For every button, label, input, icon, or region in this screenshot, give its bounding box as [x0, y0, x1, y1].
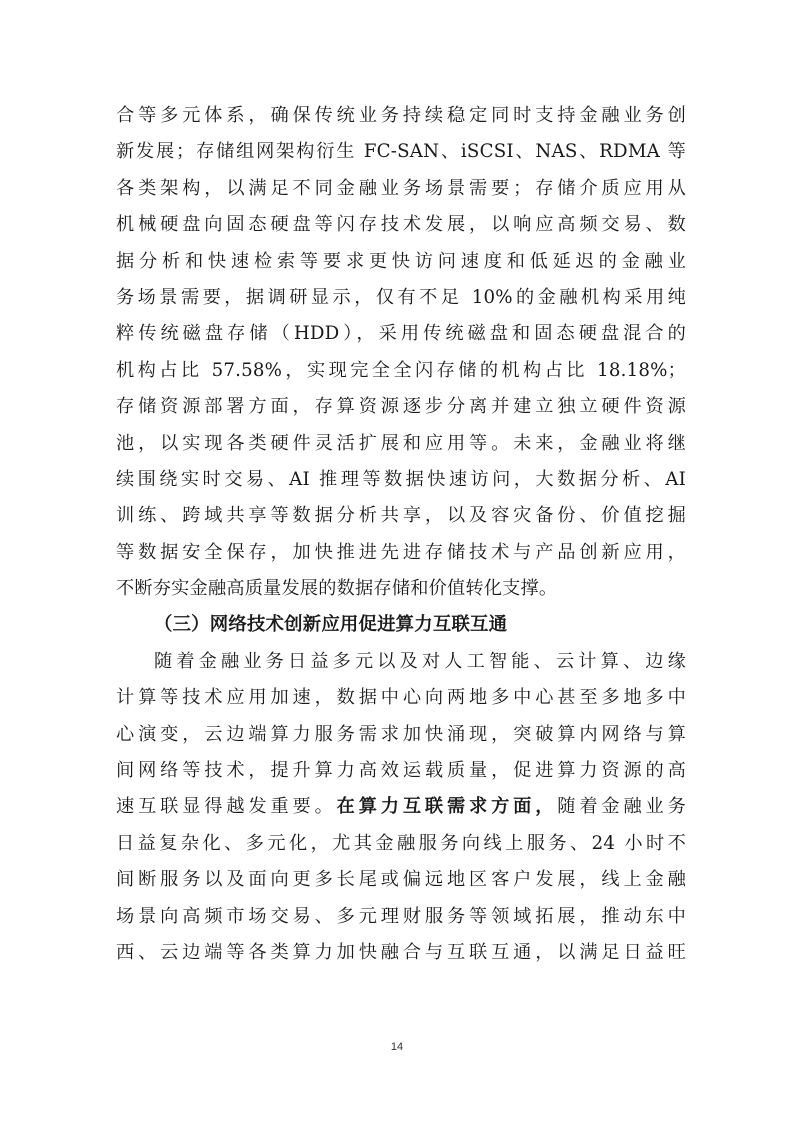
page-number: 14 [390, 1041, 404, 1053]
text-span: 速互联显得越发重要。 [116, 796, 337, 818]
text-line: 粹传统磁盘存储（HDD），采用传统磁盘和固态硬盘混合的 [116, 323, 686, 345]
text-line: 间断服务以及面向更多长尾或偏远地区客户发展，线上金融 [116, 869, 686, 891]
section-heading: （三）网络技术创新应用促进算力互联互通 [154, 614, 508, 636]
text-line: 随着金融业务日益多元以及对人工智能、云计算、边缘 [154, 650, 686, 672]
text-span: 随着金融业务 [557, 796, 686, 818]
text-line: 合等多元体系，确保传统业务持续稳定同时支持金融业务创 [116, 105, 686, 126]
text-line: 据分析和快速检索等要求更快访问速度和低延迟的金融业 [116, 250, 686, 272]
text-line: 场景向高频市场交易、多元理财服务等领域拓展，推动东中 [116, 905, 686, 927]
text-line: 不断夯实金融高质量发展的数据存储和价值转化支撑。 [116, 578, 558, 600]
text-line: 存储资源部署方面，存算资源逐步分离并建立独立硬件资源 [116, 396, 686, 418]
text-line: 务场景需要，据调研显示，仅有不足 10%的金融机构采用纯 [116, 286, 686, 308]
text-line: 日益复杂化、多元化，尤其金融服务向线上服务、24 小时不 [116, 832, 686, 854]
text-line: 机械硬盘向固态硬盘等闪存技术发展，以响应高频交易、数 [116, 214, 686, 236]
text-line: 机构占比 57.58%，实现完全全闪存储的机构占比 18.18%； [116, 359, 686, 381]
text-line-mixed [116, 789, 686, 825]
text-line: 计算等技术应用加速，数据中心向两地多中心甚至多地多中 [116, 687, 686, 709]
text-line: 训练、跨域共享等数据分析共享，以及容灾备份、价值挖掘 [116, 505, 686, 527]
text-line: 续围绕实时交易、AI 推理等数据快速访问，大数据分析、AI [116, 468, 686, 490]
text-line: 池，以实现各类硬件灵活扩展和应用等。未来，金融业将继 [116, 432, 686, 454]
body-text [116, 98, 686, 971]
text-line: 西、云边端等各类算力加快融合与互联互通，以满足日益旺 [116, 941, 686, 963]
text-line: 各类架构，以满足不同金融业务场景需要；存储介质应用从 [116, 177, 686, 199]
bold-lead-phrase: 在算力互联需求方面， [336, 796, 558, 818]
text-line: 心演变，云边端算力服务需求加快涌现，突破算内网络与算 [116, 723, 686, 745]
text-line: 等数据安全保存，加快推进先进存储技术与产品创新应用， [116, 541, 686, 563]
text-line: 间网络等技术，提升算力高效运载质量，促进算力资源的高 [116, 760, 686, 782]
text-line: 新发展；存储组网架构衍生 FC-SAN、iSCSI、NAS、RDMA 等 [116, 141, 686, 163]
